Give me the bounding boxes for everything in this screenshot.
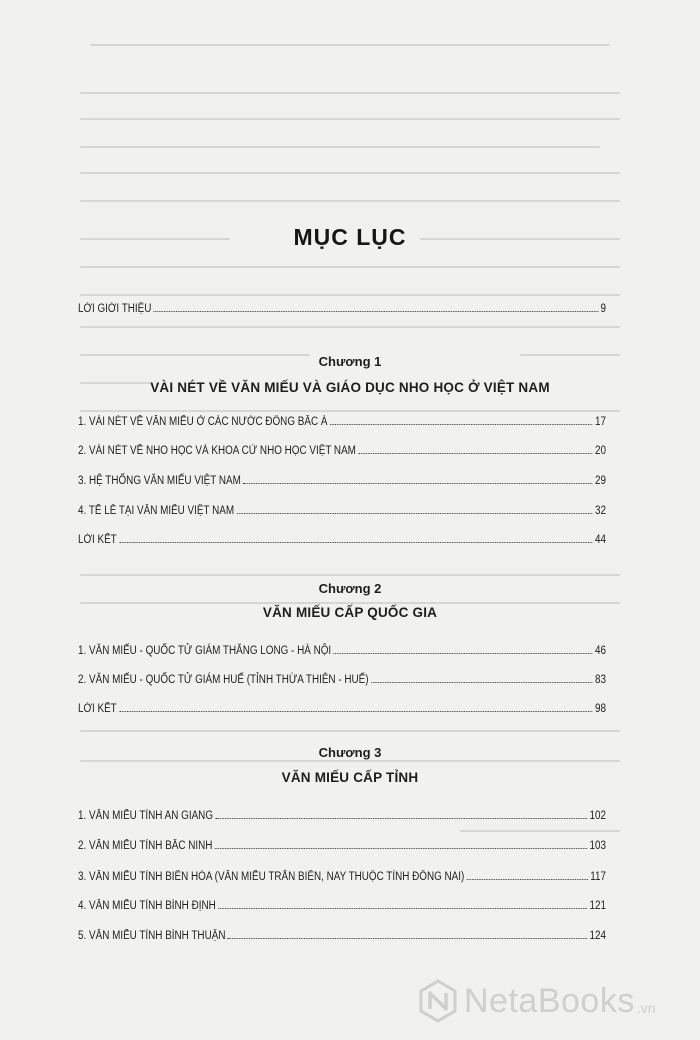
toc-entry-page: 121 [589,900,607,912]
toc-entry[interactable] [78,469,606,487]
dot-leader [216,817,587,819]
toc-entry-label: 1. VĂN MIẾU - QUỐC TỬ GIÁM THĂNG LONG - HÀ NỘI [78,645,332,657]
toc-entry-label: 2. VÀI NÉT VỀ NHO HỌC VÀ KHOA CỬ NHO HỌC VIỆT NAM [78,445,356,457]
toc-entry[interactable] [78,639,606,657]
dot-leader [334,652,593,654]
toc-entry[interactable] [78,668,606,686]
toc-entry-label: LỜI GIỚI THIỆU [78,303,152,315]
toc-entry-label: 1. VÀI NÉT VỀ VĂN MIẾU Ở CÁC NƯỚC ĐÔNG BẮC Á [78,416,328,428]
dot-leader [371,681,592,683]
toc-entry-page: 102 [589,810,607,822]
dot-leader [467,878,588,880]
toc-entry-page: 20 [595,445,607,457]
toc-entry-page: 32 [595,505,607,517]
dot-leader [237,512,593,514]
chapter-number: Chương 2 [318,581,382,596]
toc-entry-label: 3. VĂN MIẾU TỈNH BIÊN HÒA (VĂN MIẾU TRẤN BIÊN, NAY THUỘC TỈNH ĐỒNG NAI) [78,871,465,883]
toc-entry-intro[interactable] [78,297,606,315]
dot-leader [215,847,587,849]
dot-leader [330,423,592,425]
toc-entry-label: 5. VĂN MIẾU TỈNH BÌNH THUẬN [78,930,226,942]
chapter-number: Chương 1 [318,354,382,369]
dot-leader [154,310,598,312]
toc-entry-page: 29 [595,475,607,487]
toc-entry-label: LỜI KẾT [78,534,117,546]
chapter-title: VÀI NÉT VỀ VĂN MIẾU VÀ GIÁO DỤC NHO HỌC Ở VIỆT NAM [150,380,550,395]
chapter-number: Chương 3 [318,745,382,760]
toc-entry[interactable] [78,499,606,517]
toc-entry[interactable] [78,528,606,546]
toc-entry-page: 98 [595,703,607,715]
toc-entry-page: 83 [595,674,607,686]
watermark-brand: NetaBooks [464,981,635,1020]
netabooks-logo-icon [418,979,458,1023]
page-title: MỤC LỤC [293,224,407,250]
dot-leader [119,710,592,712]
toc-entry-label: LỜI KẾT [78,703,117,715]
chapter-title: VĂN MIẾU CẤP TỈNH [281,770,419,785]
toc-entry-label: 2. VĂN MIẾU TỈNH BẮC NINH [78,840,213,852]
toc-entry[interactable] [78,439,606,457]
chapter-title: VĂN MIẾU CẤP QUỐC GIA [262,605,438,620]
dot-leader [358,452,592,454]
toc-entry[interactable] [78,924,606,942]
toc-entry[interactable] [78,410,606,428]
watermark-suffix: .vn [636,1000,656,1016]
toc-entry-page: 9 [600,303,607,315]
toc-entry-page: 17 [595,416,607,428]
toc-entry[interactable] [78,865,606,883]
toc-entry-label: 3. HỆ THỐNG VĂN MIẾU VIỆT NAM [78,475,241,487]
toc-entry-page: 44 [595,534,607,546]
toc-entry-label: 4. VĂN MIẾU TỈNH BÌNH ĐỊNH [78,900,216,912]
toc-entry-page: 103 [589,840,607,852]
toc-entry[interactable] [78,804,606,822]
toc-entry-page: 46 [595,645,607,657]
dot-leader [218,907,587,909]
toc-entry-label: 4. TẾ LỄ TẠI VĂN MIẾU VIỆT NAM [78,505,235,517]
dot-leader [119,541,592,543]
toc-entry-label: 2. VĂN MIẾU - QUỐC TỬ GIÁM HUẾ (TỈNH THỪA THIÊN - HUẾ) [78,674,369,686]
dot-leader [243,482,592,484]
toc-entry[interactable] [78,697,606,715]
toc-entry-page: 117 [590,871,607,883]
toc-entry-page: 124 [589,930,607,942]
toc-entry-label: 1. VĂN MIẾU TỈNH AN GIANG [78,810,214,822]
dot-leader [228,937,587,939]
toc-entry[interactable] [78,834,606,852]
netabooks-watermark [418,976,656,1026]
toc-entry[interactable] [78,894,606,912]
